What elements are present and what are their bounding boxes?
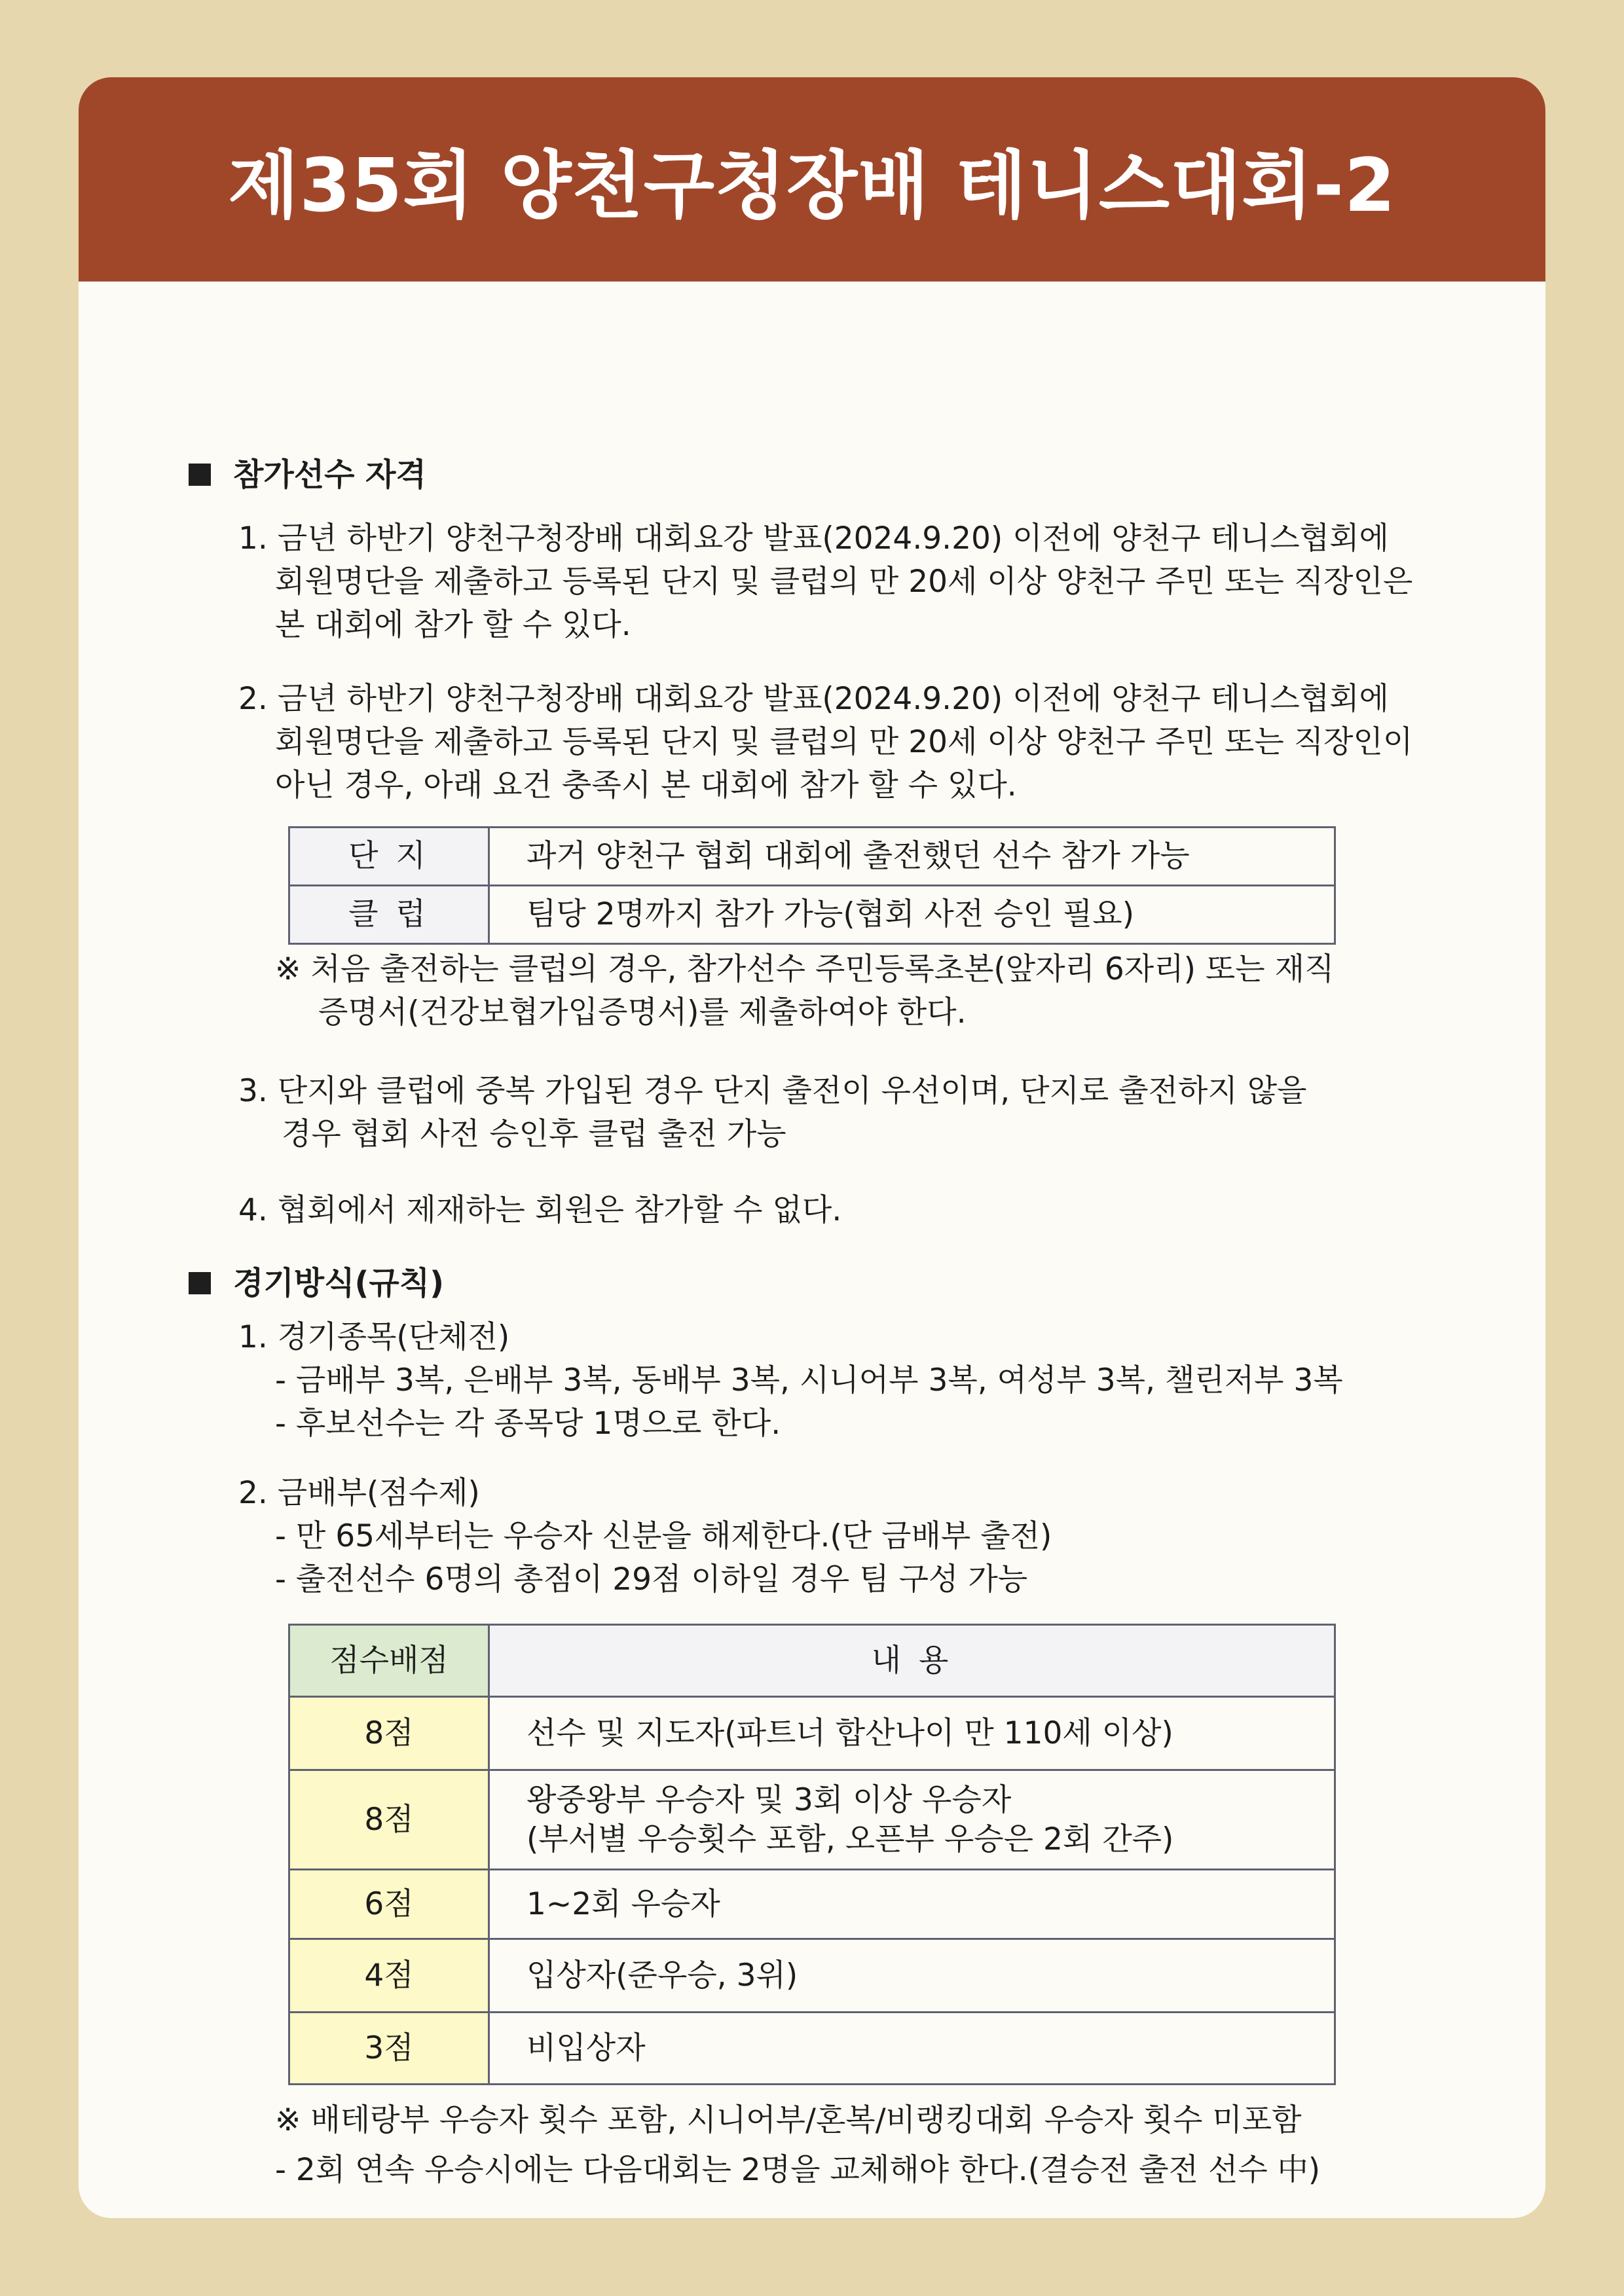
table-row: 3점 비입상자 <box>289 2013 1335 2085</box>
eligibility-item-2: 2. 금년 하반기 양천구청장배 대회요강 발표(2024.9.20) 이전에 양천구 테니스협회에 회원명단을 제출하고 등록된 단지 및 클럽의 만 20세 이상 양천구 주민 또는 직장인이 아닌 경우, 아래 요건 충족시 본 대회에 참가 할 수 있다. <box>238 681 1413 803</box>
eligibility-table <box>288 826 1336 945</box>
title-banner <box>79 77 1545 282</box>
eligibility-note: ※ 처음 출전하는 클럽의 경우, 참가선수 주민등록초본(앞자리 6자리) 또는 재직 증명서(건강보협가입증명서)를 제출하여야 한다. <box>275 951 1335 1030</box>
table-row: 4점 입상자(준우승, 3위) <box>289 1939 1335 2013</box>
section-title: 경기방식(규칙) <box>233 1265 445 1302</box>
score-table <box>288 1624 1336 2085</box>
rules-footnotes: ※ 배테랑부 우승자 횟수 포함, 시니어부/혼복/비랭킹대회 우승자 횟수 미포함 - 2회 연속 우승시에는 다음대회는 2명을 교체해야 한다.(결승전 출전 선수 中) <box>275 2102 1321 2188</box>
rules-item-1: 1. 경기종목(단체전) - 금배부 3복, 은배부 3복, 동배부 3복, 시니어부 3복, 여성부 3복, 챌린저부 3복 - 후보선수는 각 종목당 1명으로 한다. <box>238 1319 1343 1442</box>
notice-card <box>79 77 1545 2218</box>
section-heading-rules <box>189 1262 444 1305</box>
rules-item-2: 2. 금배부(점수제) - 만 65세부터는 우승자 신분을 해제한다.(단 금배부 출전) - 출전선수 6명의 총점이 29점 이하일 경우 팀 구성 가능 <box>238 1475 1052 1597</box>
table-header-row: 점수배점 내 용 <box>289 1625 1335 1697</box>
eligibility-item-3: 3. 단지와 클럽에 중복 가입된 경우 단지 출전이 우선이며, 단지로 출전하지 않을 경우 협회 사전 승인후 클럽 출전 가능 <box>238 1073 1307 1152</box>
section-title: 참가선수 자격 <box>233 456 426 493</box>
page-title: 제35회 양천구청장배 테니스대회-2 <box>228 143 1396 228</box>
table-row: 6점 1~2회 우승자 <box>289 1870 1335 1939</box>
table-row: 단 지 과거 양천구 협회 대회에 출전했던 선수 참가 가능 <box>289 828 1335 886</box>
eligibility-item-4: 4. 협회에서 제재하는 회원은 참가할 수 없다. <box>238 1192 842 1228</box>
section-heading-eligibility <box>189 453 426 496</box>
content-area <box>79 282 1545 2218</box>
square-bullet-icon <box>189 1272 211 1294</box>
table-row: 8점 왕중왕부 우승자 및 3회 이상 우승자 (부서별 우승횟수 포함, 오픈부 우승은 2회 간주) <box>289 1770 1335 1870</box>
eligibility-item-1: 1. 금년 하반기 양천구청장배 대회요강 발표(2024.9.20) 이전에 양천구 테니스협회에 회원명단을 제출하고 등록된 단지 및 클럽의 만 20세 이상 양천구 주민 또는 직장인은 본 대회에 참가 할 수 있다. <box>238 520 1413 643</box>
table-row: 8점 선수 및 지도자(파트너 합산나이 만 110세 이상) <box>289 1697 1335 1770</box>
table-row: 클 럽 팀당 2명까지 참가 가능(협회 사전 승인 필요) <box>289 886 1335 944</box>
square-bullet-icon <box>189 464 211 486</box>
